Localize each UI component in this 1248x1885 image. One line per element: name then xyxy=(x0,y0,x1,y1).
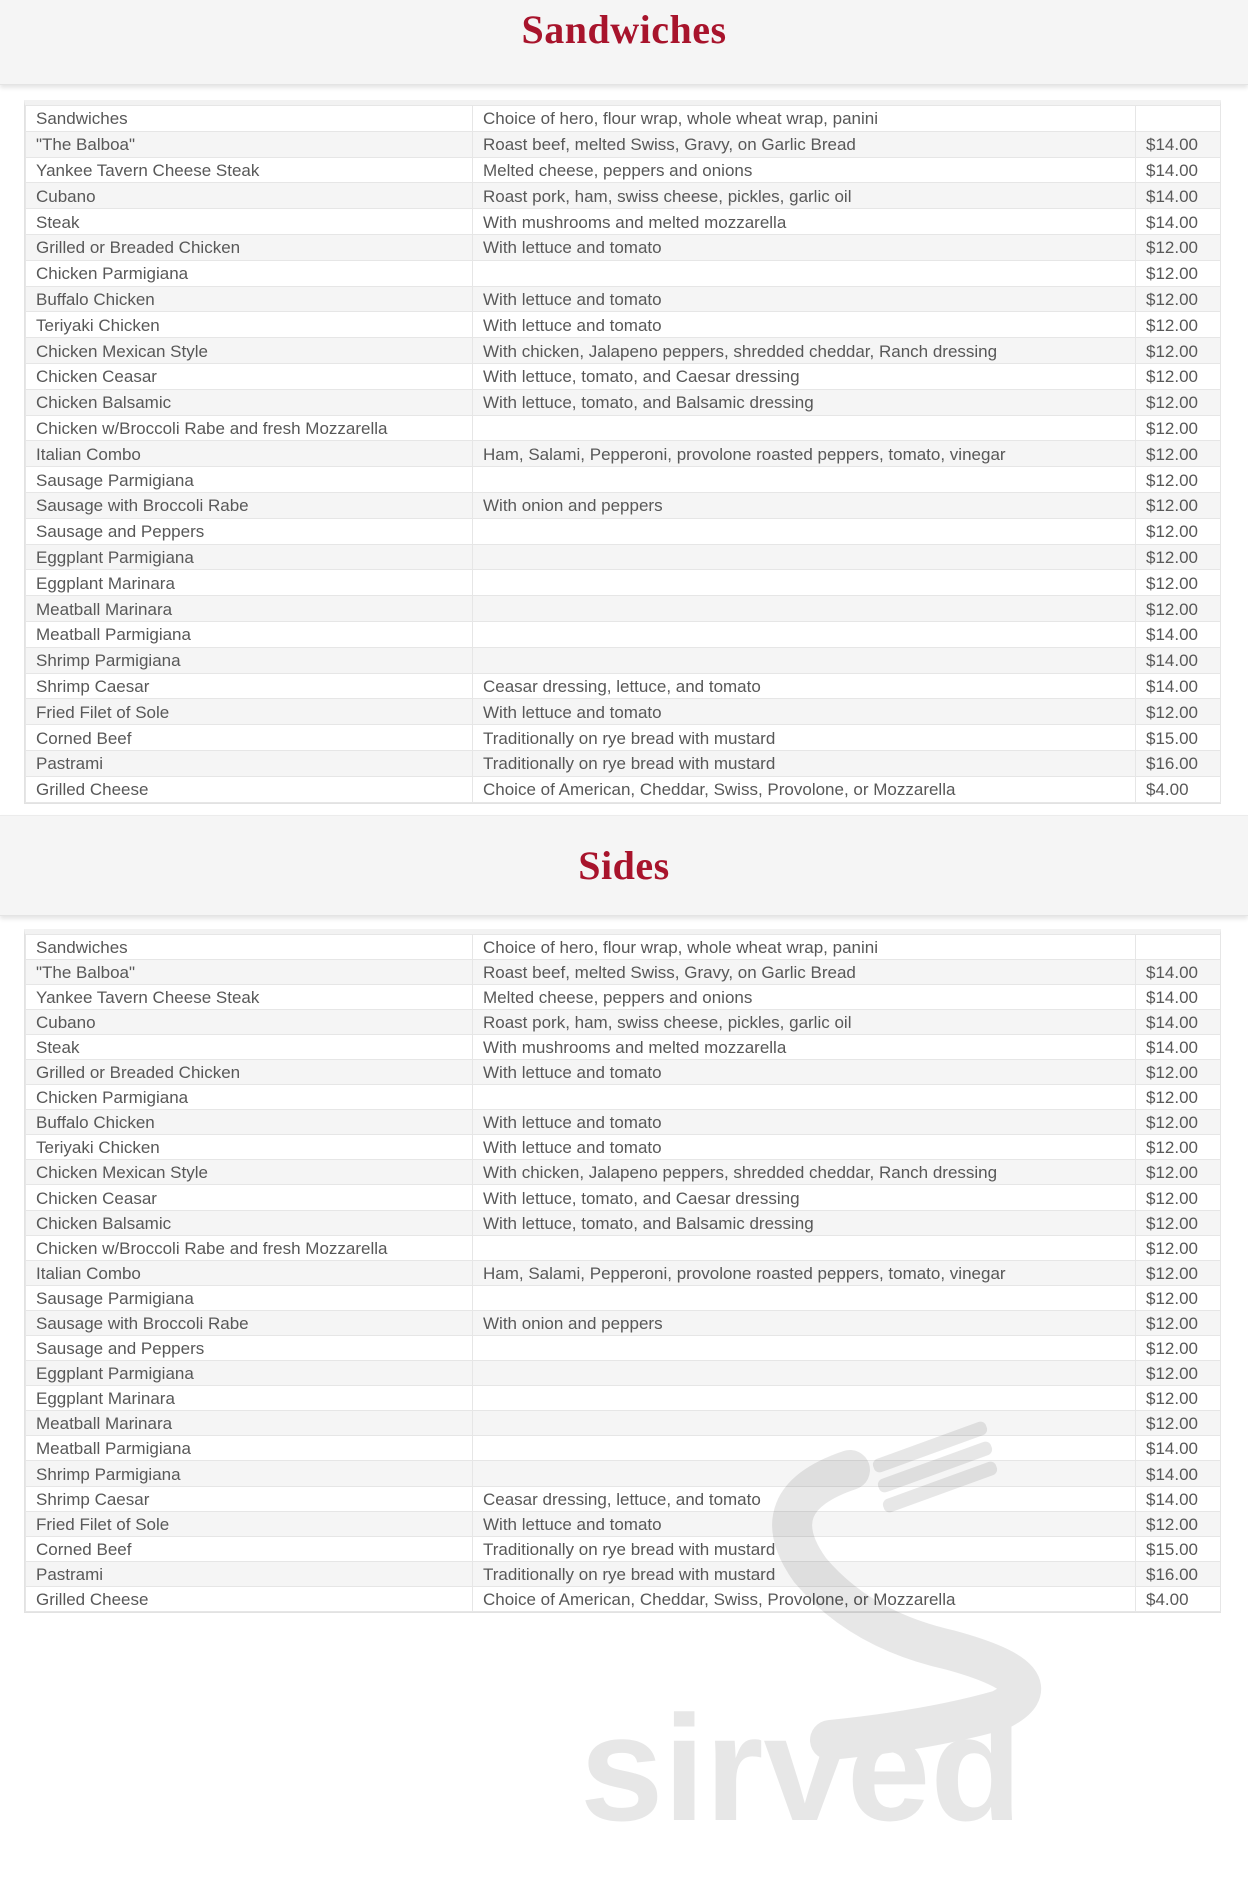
table-row xyxy=(26,984,1221,1009)
item-description: With chicken, Jalapeno peppers, shredded cheddar, Ranch dressing xyxy=(473,1160,1136,1185)
item-name: Corned Beef xyxy=(26,725,473,751)
table-row xyxy=(26,1361,1221,1386)
item-description xyxy=(473,260,1136,286)
item-name: "The Balboa" xyxy=(26,131,473,157)
item-price: $12.00 xyxy=(1136,1059,1221,1084)
table-row xyxy=(26,1310,1221,1335)
menu-table-body xyxy=(26,106,1221,803)
item-description: Traditionally on rye bread with mustard xyxy=(473,1561,1136,1586)
item-name: Cubano xyxy=(26,1009,473,1034)
table-row xyxy=(26,1486,1221,1511)
table-row xyxy=(26,1085,1221,1110)
item-description: With lettuce, tomato, and Caesar dressing xyxy=(473,1185,1136,1210)
item-price: $14.00 xyxy=(1136,984,1221,1009)
item-name: Chicken Parmigiana xyxy=(26,1085,473,1110)
item-name: Sausage and Peppers xyxy=(26,1336,473,1361)
item-description: With lettuce, tomato, and Caesar dressing xyxy=(473,363,1136,389)
item-name: Meatball Parmigiana xyxy=(26,1436,473,1461)
item-description: With mushrooms and melted mozzarella xyxy=(473,209,1136,235)
item-name: Chicken Balsamic xyxy=(26,1210,473,1235)
item-description: With lettuce, tomato, and Balsamic dressing xyxy=(473,389,1136,415)
item-name: Buffalo Chicken xyxy=(26,1110,473,1135)
item-price: $16.00 xyxy=(1136,750,1221,776)
item-price: $12.00 xyxy=(1136,467,1221,493)
item-name: Buffalo Chicken xyxy=(26,286,473,312)
item-description xyxy=(473,596,1136,622)
item-name: Italian Combo xyxy=(26,1260,473,1285)
item-name: Pastrami xyxy=(26,750,473,776)
item-name: Shrimp Parmigiana xyxy=(26,1461,473,1486)
section-header-sandwiches xyxy=(0,0,1248,85)
item-description xyxy=(473,1336,1136,1361)
item-name: Cubano xyxy=(26,183,473,209)
table-row xyxy=(26,1561,1221,1586)
table-row xyxy=(26,415,1221,441)
table-row xyxy=(26,131,1221,157)
item-price: $12.00 xyxy=(1136,415,1221,441)
item-name: Yankee Tavern Cheese Steak xyxy=(26,157,473,183)
item-name: Chicken Parmigiana xyxy=(26,260,473,286)
item-price: $14.00 xyxy=(1136,673,1221,699)
item-name: Teriyaki Chicken xyxy=(26,1135,473,1160)
item-price: $14.00 xyxy=(1136,1486,1221,1511)
item-description: With lettuce, tomato, and Balsamic dressing xyxy=(473,1210,1136,1235)
item-price: $15.00 xyxy=(1136,1536,1221,1561)
item-price: $12.00 xyxy=(1136,570,1221,596)
item-description xyxy=(473,1411,1136,1436)
table-row xyxy=(26,1135,1221,1160)
item-name: Fried Filet of Sole xyxy=(26,699,473,725)
item-name: Chicken Mexican Style xyxy=(26,1160,473,1185)
item-name: Grilled or Breaded Chicken xyxy=(26,234,473,260)
item-price: $16.00 xyxy=(1136,1561,1221,1586)
table-row xyxy=(26,260,1221,286)
item-description xyxy=(473,518,1136,544)
item-description: Traditionally on rye bread with mustard xyxy=(473,750,1136,776)
item-price: $14.00 xyxy=(1136,157,1221,183)
table-row xyxy=(26,518,1221,544)
item-name: Steak xyxy=(26,1034,473,1059)
item-price: $12.00 xyxy=(1136,699,1221,725)
item-name: Chicken Balsamic xyxy=(26,389,473,415)
item-description xyxy=(473,544,1136,570)
item-price: $14.00 xyxy=(1136,621,1221,647)
item-name: Fried Filet of Sole xyxy=(26,1511,473,1536)
item-name: Sandwiches xyxy=(26,934,473,959)
table-row xyxy=(26,389,1221,415)
item-name: Sandwiches xyxy=(26,106,473,132)
item-name: Italian Combo xyxy=(26,441,473,467)
item-name: Grilled Cheese xyxy=(26,1586,473,1611)
item-price: $12.00 xyxy=(1136,596,1221,622)
item-description: With lettuce and tomato xyxy=(473,1135,1136,1160)
item-price: $12.00 xyxy=(1136,492,1221,518)
item-name: Sausage with Broccoli Rabe xyxy=(26,492,473,518)
table-row xyxy=(26,1160,1221,1185)
item-price: $12.00 xyxy=(1136,312,1221,338)
table-row xyxy=(26,286,1221,312)
table-row xyxy=(26,1034,1221,1059)
section-title: Sandwiches xyxy=(521,7,727,52)
item-price: $12.00 xyxy=(1136,389,1221,415)
watermark-text: sirved xyxy=(580,1684,1022,1852)
item-price: $14.00 xyxy=(1136,209,1221,235)
item-name: Grilled Cheese xyxy=(26,776,473,802)
table-row xyxy=(26,363,1221,389)
item-description xyxy=(473,467,1136,493)
item-description: Ceasar dressing, lettuce, and tomato xyxy=(473,673,1136,699)
item-description: With mushrooms and melted mozzarella xyxy=(473,1034,1136,1059)
item-name: Chicken Mexican Style xyxy=(26,338,473,364)
menu-table-sides xyxy=(24,929,1221,1614)
item-price: $14.00 xyxy=(1136,1034,1221,1059)
table-row xyxy=(26,492,1221,518)
item-description: With lettuce and tomato xyxy=(473,1511,1136,1536)
item-name: Corned Beef xyxy=(26,1536,473,1561)
table-row xyxy=(26,725,1221,751)
item-description: With lettuce and tomato xyxy=(473,286,1136,312)
item-price: $12.00 xyxy=(1136,1310,1221,1335)
item-price: $14.00 xyxy=(1136,1009,1221,1034)
item-price: $4.00 xyxy=(1136,776,1221,802)
item-description: Melted cheese, peppers and onions xyxy=(473,157,1136,183)
item-price: $12.00 xyxy=(1136,363,1221,389)
table-row xyxy=(26,1411,1221,1436)
table-row xyxy=(26,1285,1221,1310)
item-price: $12.00 xyxy=(1136,1386,1221,1411)
item-name: Steak xyxy=(26,209,473,235)
item-description xyxy=(473,415,1136,441)
item-description: Ham, Salami, Pepperoni, provolone roasted peppers, tomato, vinegar xyxy=(473,441,1136,467)
item-price: $14.00 xyxy=(1136,1436,1221,1461)
item-price: $14.00 xyxy=(1136,183,1221,209)
item-name: Eggplant Marinara xyxy=(26,1386,473,1411)
table-row xyxy=(26,441,1221,467)
table-row xyxy=(26,621,1221,647)
table-row xyxy=(26,1386,1221,1411)
item-price: $12.00 xyxy=(1136,260,1221,286)
table-row xyxy=(26,1336,1221,1361)
section-header-sides xyxy=(0,815,1248,916)
table-row xyxy=(26,338,1221,364)
item-price: $12.00 xyxy=(1136,518,1221,544)
table-row xyxy=(26,1536,1221,1561)
table-row xyxy=(26,1235,1221,1260)
table-row xyxy=(26,544,1221,570)
item-description xyxy=(473,647,1136,673)
item-description xyxy=(473,1386,1136,1411)
item-description: Choice of American, Cheddar, Swiss, Provolone, or Mozzarella xyxy=(473,1586,1136,1611)
item-description xyxy=(473,1361,1136,1386)
item-description xyxy=(473,570,1136,596)
item-name: Eggplant Marinara xyxy=(26,570,473,596)
item-price: $12.00 xyxy=(1136,1110,1221,1135)
item-price: $12.00 xyxy=(1136,1260,1221,1285)
item-name: Meatball Parmigiana xyxy=(26,621,473,647)
item-price: $12.00 xyxy=(1136,1511,1221,1536)
item-description: Melted cheese, peppers and onions xyxy=(473,984,1136,1009)
item-price: $4.00 xyxy=(1136,1586,1221,1611)
item-description: Roast pork, ham, swiss cheese, pickles, garlic oil xyxy=(473,1009,1136,1034)
table-row xyxy=(26,1586,1221,1611)
item-price: $14.00 xyxy=(1136,1461,1221,1486)
item-price: $12.00 xyxy=(1136,441,1221,467)
table-row xyxy=(26,1210,1221,1235)
section-title: Sides xyxy=(578,842,670,888)
item-name: Sausage Parmigiana xyxy=(26,467,473,493)
table-row xyxy=(26,934,1221,959)
item-price: $12.00 xyxy=(1136,286,1221,312)
item-description: Roast pork, ham, swiss cheese, pickles, garlic oil xyxy=(473,183,1136,209)
item-name: Shrimp Caesar xyxy=(26,673,473,699)
item-description: With onion and peppers xyxy=(473,492,1136,518)
table-row xyxy=(26,234,1221,260)
item-name: Eggplant Parmigiana xyxy=(26,544,473,570)
table-row xyxy=(26,1185,1221,1210)
item-description xyxy=(473,1436,1136,1461)
table-row xyxy=(26,596,1221,622)
item-name: Meatball Marinara xyxy=(26,1411,473,1436)
item-description: Roast beef, melted Swiss, Gravy, on Garlic Bread xyxy=(473,959,1136,984)
item-price: $12.00 xyxy=(1136,1160,1221,1185)
item-price: $14.00 xyxy=(1136,131,1221,157)
item-price: $12.00 xyxy=(1136,1336,1221,1361)
item-price xyxy=(1136,106,1221,132)
table-row xyxy=(26,776,1221,802)
item-description: With lettuce and tomato xyxy=(473,312,1136,338)
item-description: With lettuce and tomato xyxy=(473,699,1136,725)
item-description: With chicken, Jalapeno peppers, shredded cheddar, Ranch dressing xyxy=(473,338,1136,364)
item-price: $12.00 xyxy=(1136,338,1221,364)
item-name: Chicken Ceasar xyxy=(26,363,473,389)
table-row xyxy=(26,467,1221,493)
item-description: Roast beef, melted Swiss, Gravy, on Garlic Bread xyxy=(473,131,1136,157)
item-name: Sausage and Peppers xyxy=(26,518,473,544)
table-row xyxy=(26,570,1221,596)
item-price: $12.00 xyxy=(1136,1085,1221,1110)
item-price: $12.00 xyxy=(1136,1285,1221,1310)
item-price xyxy=(1136,934,1221,959)
table-row xyxy=(26,157,1221,183)
item-name: Chicken w/Broccoli Rabe and fresh Mozzarella xyxy=(26,415,473,441)
item-name: Shrimp Caesar xyxy=(26,1486,473,1511)
item-description xyxy=(473,1085,1136,1110)
item-price: $12.00 xyxy=(1136,1135,1221,1160)
item-name: Pastrami xyxy=(26,1561,473,1586)
item-price: $12.00 xyxy=(1136,1235,1221,1260)
table-row xyxy=(26,183,1221,209)
item-name: Grilled or Breaded Chicken xyxy=(26,1059,473,1084)
table-row xyxy=(26,1511,1221,1536)
item-description: Choice of American, Cheddar, Swiss, Provolone, or Mozzarella xyxy=(473,776,1136,802)
item-description: With lettuce and tomato xyxy=(473,1110,1136,1135)
table-row xyxy=(26,750,1221,776)
item-name: Teriyaki Chicken xyxy=(26,312,473,338)
menu-table-body xyxy=(26,934,1221,1612)
item-name: Sausage Parmigiana xyxy=(26,1285,473,1310)
table-row xyxy=(26,1110,1221,1135)
item-description: Ceasar dressing, lettuce, and tomato xyxy=(473,1486,1136,1511)
menu-table-sandwiches xyxy=(24,100,1221,804)
item-description xyxy=(473,1461,1136,1486)
table-row xyxy=(26,1260,1221,1285)
item-price: $14.00 xyxy=(1136,647,1221,673)
item-name: Chicken w/Broccoli Rabe and fresh Mozzarella xyxy=(26,1235,473,1260)
item-name: Meatball Marinara xyxy=(26,596,473,622)
item-price: $12.00 xyxy=(1136,1411,1221,1436)
item-price: $12.00 xyxy=(1136,1210,1221,1235)
item-description: With lettuce and tomato xyxy=(473,234,1136,260)
item-description xyxy=(473,1235,1136,1260)
table-row xyxy=(26,209,1221,235)
item-description: Traditionally on rye bread with mustard xyxy=(473,1536,1136,1561)
table-row xyxy=(26,699,1221,725)
item-description: Traditionally on rye bread with mustard xyxy=(473,725,1136,751)
item-name: "The Balboa" xyxy=(26,959,473,984)
item-description: Choice of hero, flour wrap, whole wheat wrap, panini xyxy=(473,934,1136,959)
item-description xyxy=(473,621,1136,647)
table-row xyxy=(26,1059,1221,1084)
table-row xyxy=(26,106,1221,132)
table-row xyxy=(26,1436,1221,1461)
item-description: Choice of hero, flour wrap, whole wheat wrap, panini xyxy=(473,106,1136,132)
item-name: Sausage with Broccoli Rabe xyxy=(26,1310,473,1335)
item-price: $15.00 xyxy=(1136,725,1221,751)
item-price: $12.00 xyxy=(1136,1185,1221,1210)
table-row xyxy=(26,647,1221,673)
item-description: With onion and peppers xyxy=(473,1310,1136,1335)
table-row xyxy=(26,312,1221,338)
item-description: Ham, Salami, Pepperoni, provolone roasted peppers, tomato, vinegar xyxy=(473,1260,1136,1285)
item-name: Shrimp Parmigiana xyxy=(26,647,473,673)
table-row xyxy=(26,1009,1221,1034)
item-name: Yankee Tavern Cheese Steak xyxy=(26,984,473,1009)
table-row xyxy=(26,1461,1221,1486)
item-name: Chicken Ceasar xyxy=(26,1185,473,1210)
item-description xyxy=(473,1285,1136,1310)
item-description: With lettuce and tomato xyxy=(473,1059,1136,1084)
table-row xyxy=(26,673,1221,699)
item-price: $12.00 xyxy=(1136,1361,1221,1386)
item-price: $14.00 xyxy=(1136,959,1221,984)
table-row xyxy=(26,959,1221,984)
item-price: $12.00 xyxy=(1136,234,1221,260)
item-price: $12.00 xyxy=(1136,544,1221,570)
item-name: Eggplant Parmigiana xyxy=(26,1361,473,1386)
